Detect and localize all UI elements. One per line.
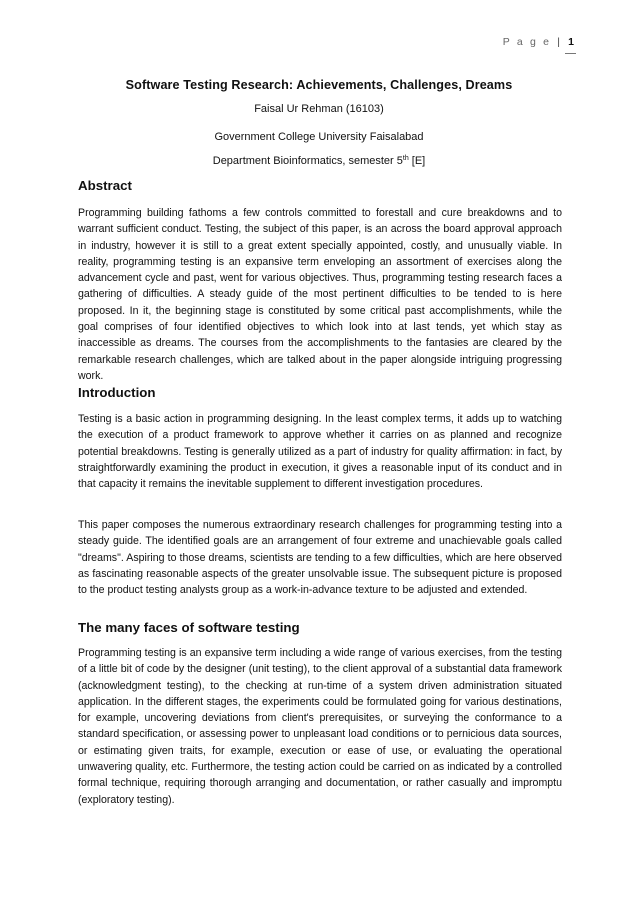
page-header xyxy=(503,36,574,48)
college-line: Government College University Faisalabad xyxy=(214,131,424,143)
department-text: Department Bioinformatics, semester 5 xyxy=(212,155,403,167)
page-label: P a g e xyxy=(502,36,552,48)
department-superscript: th xyxy=(402,155,409,162)
page-separator: | xyxy=(557,36,561,48)
department-line xyxy=(0,155,638,167)
header-rule xyxy=(565,53,576,54)
introduction-paragraph-1: Testing is a basic action in programming designing. In the least complex terms, it adds up to watching the execution of a product framework to approve whether it carries on as planned and recognize potential breakdowns. Testing is generally utilized as a part of industry for quality affirmation: in fact, by straightforwardly examining the product in execution, it gives a reasonable input of its conduct and in that capacity it remains the inevitable supplement to different investigation procedures. xyxy=(78,413,562,491)
introduction-paragraph-2: This paper composes the numerous extraordinary research challenges for programming testing into a steady guide. The identified goals are an arrangement of four extreme and unachievable goals called "dreams". Aspiring to those dreams, scientists are tending to a few difficulties, which are here observed as fascinating reasonable aspects of the greater unsolvable issue. The subsequent picture is proposed to the product testing analysts group as a work-in-advance texture to be adjusted and extended. xyxy=(78,519,562,597)
many-faces-heading: The many faces of software testing xyxy=(78,620,300,635)
abstract-paragraph: Programming building fathoms a few controls committed to forestall and cure breakdowns and to warrant sufficient conduct. Testing, the subject of this paper, is an across the board approval approach in industry, however it is still to a great extent specially appointed, costly, and unusually viable. In reality, programming testing is an expansive term enveloping an assortment of exercises along the advancement cycle and past, went for various objectives. Thus, programming testing research faces a gathering of difficulties. A steady guide of the most pertinent difficulties to be tended to is here proposed. In it, the beginning stage is constituted by some critical past accomplishments, while the goal comprises of four identified objectives to which look into at last tends, yet which stay as inaccessible as dreams. The courses from the accomplishments to the fantasies are cleared by the remarkable research challenges, which are talked about in the paper alongside intriguing progressing work. xyxy=(78,207,562,382)
author-line: Faisal Ur Rehman (16103) xyxy=(254,103,384,115)
paper-title: Software Testing Research: Achievements, Challenges, Dreams xyxy=(125,78,513,92)
page-number: 1 xyxy=(568,36,574,48)
introduction-heading: Introduction xyxy=(78,385,156,400)
abstract-heading: Abstract xyxy=(78,178,132,193)
department-suffix: [E] xyxy=(408,155,426,167)
many-faces-paragraph: Programming testing is an expansive term including a wide range of various exercises, from the testing of a little bit of code by the designer (unit testing), to the client approval of a substantial data framework (acknowledgment testing), to the checking at run-time of a system driven administration situated application. In the different stages, the experiments could be formulated going for various destinations, for example, uncovering deviations from client's prerequisites, or surveying the conformance to a standard specification, or assessing power to unpleasant load conditions or to pernicious data sources, or estimating given traits, for example, execution or ease of use, or evaluating the operational unwavering quality, etc. Furthermore, the testing action could be carried on as indicated by a controlled formal technique, requiring thorough arranging and documentation, or rather casually and impromptu (exploratory testing). xyxy=(78,647,562,806)
